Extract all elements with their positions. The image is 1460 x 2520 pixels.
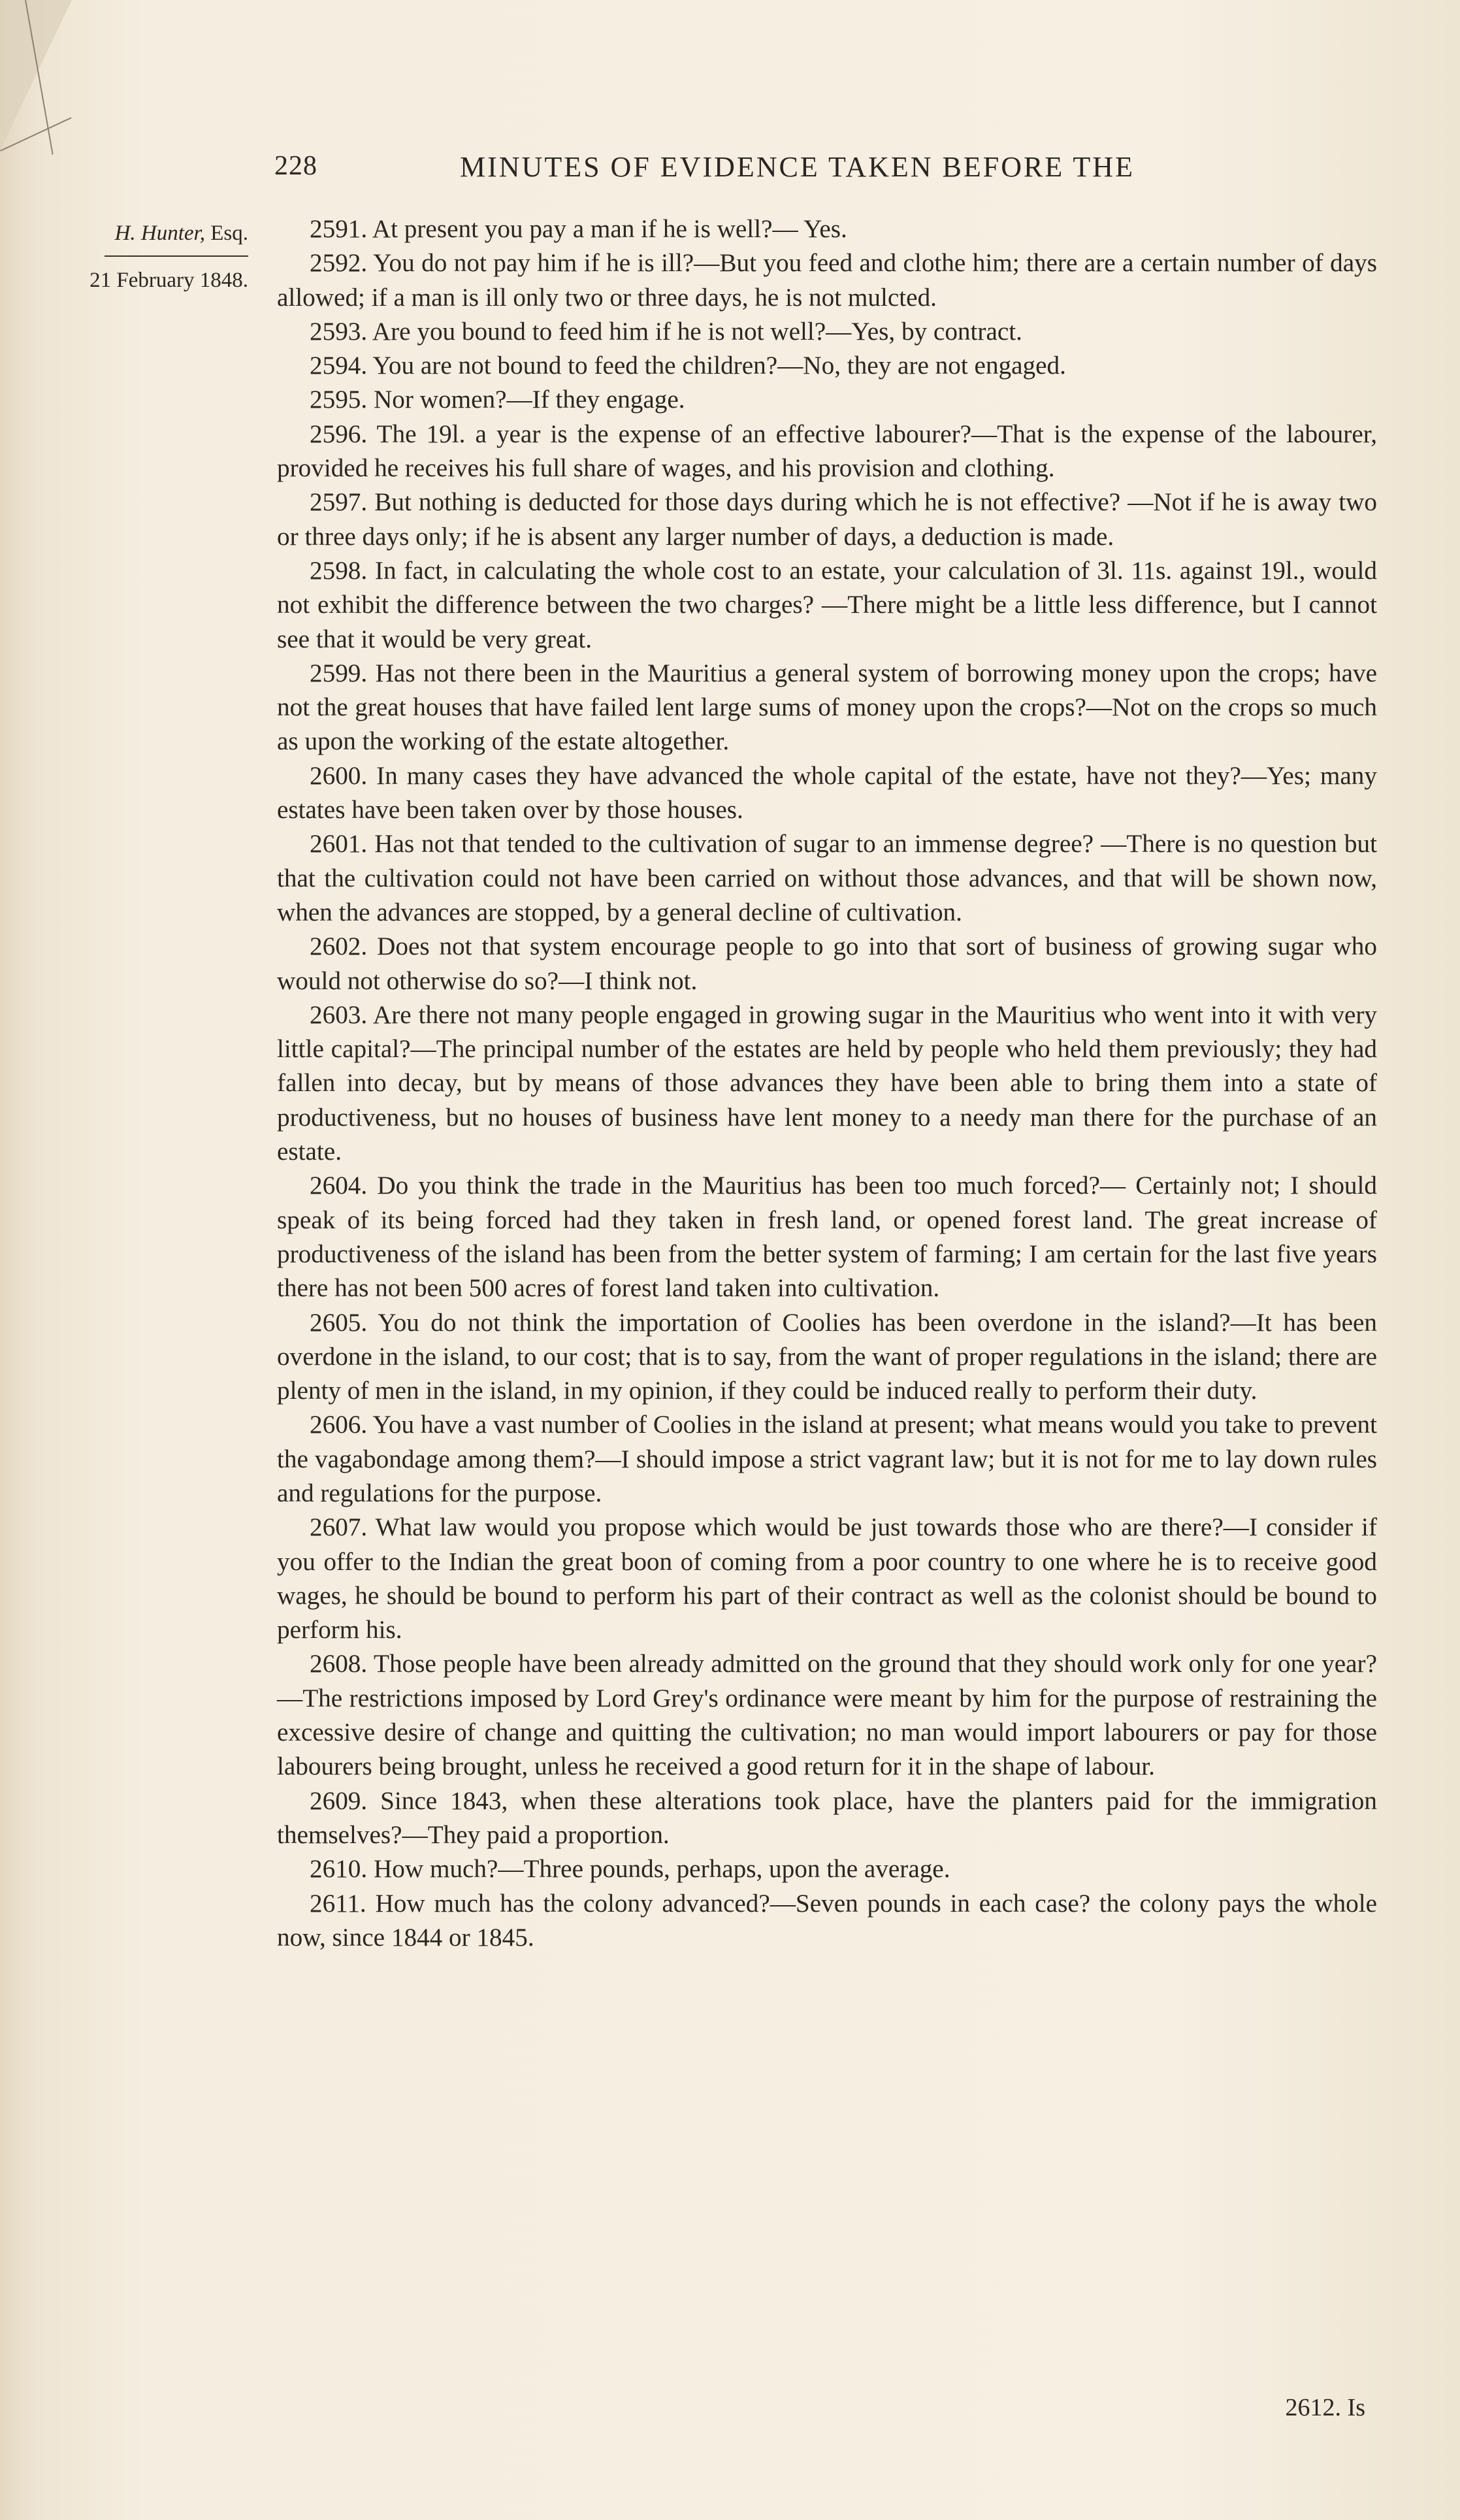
question-paragraph: 2603. Are there not many people engaged in growing sugar in the Mauritius who went into it with very little capital?—The principal number of the estates are held by people who held them previously; they had fallen into decay, but by means of those advances they have been able to bring them into a state of productiveness, but no houses of business have lent money to a needy man there for the purchase of an estate. xyxy=(277,1000,1377,1166)
question-paragraph: 2595. Nor women?—If they engage. xyxy=(310,385,685,414)
question-paragraph: 2598. In fact, in calculating the whole cost to an estate, your calculation of 3l. 11s. against 19l., would not exhibit the difference between the two charges? —There might be a little less difference, but I cannot see that it would be very great. xyxy=(277,556,1377,653)
question-paragraph: 2604. Do you think the trade in the Mauritius has been too much forced?— Certainly not; I should speak of its being forced had they taken in fresh land, or opened forest land. The great increase of productiveness of the island has been from the better system of farming; I am certain for the last five years there has not been 500 acres of forest land taken into cultivation. xyxy=(277,1171,1377,1303)
question-paragraph: 2602. Does not that system encourage people to go into that sort of business of growing sugar who would not otherwise do so?—I think not. xyxy=(277,932,1377,995)
margin-note xyxy=(39,218,248,296)
question-paragraph: 2592. You do not pay him if he is ill?—But you feed and clothe him; there are a certain number of days allowed; if a man is ill only two or three days, he is not mulcted. xyxy=(277,249,1377,312)
question-paragraph: 2606. You have a vast number of Coolies in the island at present; what means would you take to prevent the vagabondage among them?—I should impose a strict vagrant law; but it is not for me to lay down rules and regulations for the purpose. xyxy=(277,1411,1377,1507)
question-paragraph: 2607. What law would you propose which would be just towards those who are there?—I consider if you offer to the Indian the great boon of coming from a poor country to one where he is to receive good wages, he should be bound to perform his part of their contract as well as the colonist should be bound to perform his. xyxy=(277,1513,1377,1645)
question-paragraph: 2600. In many cases they have advanced the whole capital of the estate, have not they?—Yes; many estates have been taken over by those houses. xyxy=(277,761,1377,825)
question-paragraph: 2591. At present you pay a man if he is well?— Yes. xyxy=(310,215,847,243)
page-header xyxy=(274,150,1398,189)
evidence-text xyxy=(277,212,1377,1955)
page-number: 228 xyxy=(274,151,317,181)
question-paragraph: 2599. Has not there been in the Mauritius a general system of borrowing money upon the crops; have not the great houses that have failed lent large sums of money upon the crops?—Not on the crops so much as upon the working of the estate altogether. xyxy=(277,659,1377,756)
evidence-date: 21 February 1848. xyxy=(89,269,248,292)
question-paragraph: 2605. You do not think the importation of Coolies has been overdone in the island?—It has been overdone in the island, to our cost; that is to say, from the want of proper regulations in the island; there are plenty of men in the island, in my opinion, if they could be induced really to perform their duty. xyxy=(277,1308,1377,1405)
question-paragraph: 2610. How much?—Three pounds, perhaps, upon the average. xyxy=(310,1855,950,1884)
question-paragraph: 2597. But nothing is deducted for those days during which he is not effective? —Not if he is away two or three days only; if he is absent any larger number of days, a deduction is made. xyxy=(277,488,1377,551)
question-paragraph: 2601. Has not that tended to the cultivation of sugar to an immense degree? —There is no question but that the cultivation could not have been carried on without those advances, and that will be shown now, when the advances are stopped, by a general decline of cultivation. xyxy=(277,830,1377,926)
question-paragraph: 2609. Since 1843, when these alterations took place, have the planters paid for the immigration themselves?—They paid a proportion. xyxy=(277,1786,1377,1849)
question-paragraph: 2593. Are you bound to feed him if he is not well?—Yes, by contract. xyxy=(310,317,1022,346)
question-paragraph: 2608. Those people have been already admitted on the ground that they should work only for one year?—The restrictions imposed by Lord Grey's ordinance were meant by him for the purpose of restraining the excessive desire of change and quitting the cultivation; no man would import labourers or pay for those labourers being brought, unless he received a good return for it in the shape of labour. xyxy=(277,1650,1377,1781)
question-paragraph: 2611. How much has the colony advanced?—Seven pounds in each case? the colony pays the whole now, since 1844 or 1845. xyxy=(277,1889,1377,1952)
folded-corner xyxy=(0,0,72,150)
question-paragraph: 2596. The 19l. a year is the expense of an effective labourer?—That is the expense of the labourer, provided he receives his full share of wages, and his provision and clothing. xyxy=(277,419,1377,483)
margin-rule xyxy=(105,255,248,257)
question-paragraph: 2594. You are not bound to feed the children?—No, they are not engaged. xyxy=(310,352,1066,380)
witness-line xyxy=(39,218,248,249)
witness-name: H. Hunter, xyxy=(114,221,205,245)
witness-suffix: Esq. xyxy=(210,221,248,245)
catchword: 2612. Is xyxy=(1285,2394,1365,2421)
running-head: MINUTES OF EVIDENCE TAKEN BEFORE THE xyxy=(460,151,1135,183)
